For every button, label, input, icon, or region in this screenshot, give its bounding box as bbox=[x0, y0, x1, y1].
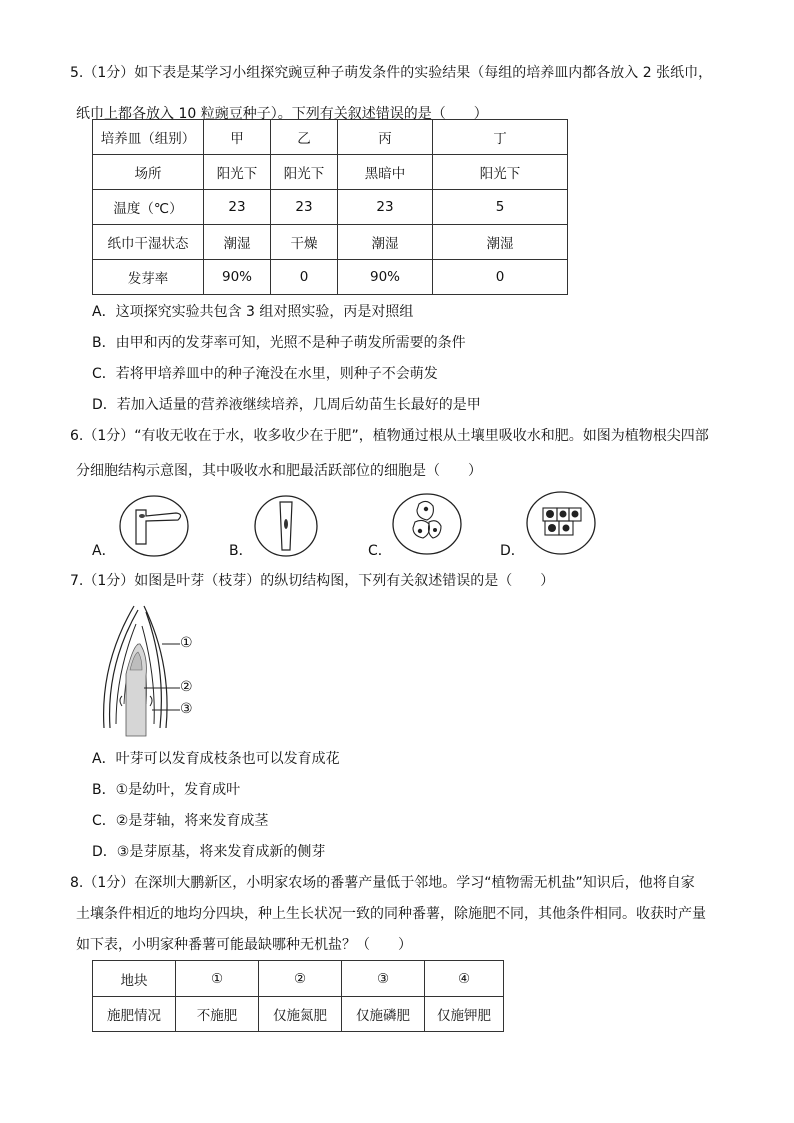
table-cell: 甲 bbox=[204, 120, 271, 155]
q8-number: 8. bbox=[70, 875, 84, 891]
q6-stem bbox=[70, 421, 726, 487]
table-cell: 仅施氮肥 bbox=[259, 997, 342, 1032]
q8-fertilizer-table bbox=[92, 960, 504, 1032]
q5-line1: 5.（1分）如下表是某学习小组探究豌豆种子萌发条件的实验结果（每组的培养皿内都各放入 2 张纸巾， bbox=[70, 65, 713, 81]
q5-option-c[interactable]: C．若将甲培养皿中的种子淹没在水里，则种子不会萌发 bbox=[92, 366, 438, 382]
table-cell: 丁 bbox=[433, 120, 568, 155]
table-cell: 仅施磷肥 bbox=[342, 997, 425, 1032]
table-cell: 培养皿（组别） bbox=[93, 120, 204, 155]
root-cap-cells-image[interactable] bbox=[525, 490, 597, 556]
table-cell: 0 bbox=[271, 260, 338, 295]
table-cell: 施肥情况 bbox=[93, 997, 176, 1032]
root-hair-cell-image[interactable] bbox=[118, 494, 190, 558]
q5-option-b[interactable]: B．由甲和丙的发芽率可知，光照不是种子萌发所需要的条件 bbox=[92, 335, 466, 351]
q8-line3: 如下表，小明家种番薯可能最缺哪种无机盐？（ ） bbox=[76, 937, 412, 953]
table-cell: 阳光下 bbox=[204, 155, 271, 190]
table-header-row bbox=[93, 120, 568, 155]
q7-line1: 7.（1分）如图是叶芽（枝芽）的纵切结构图，下列有关叙述错误的是（ ） bbox=[70, 573, 555, 589]
q6-line1: 6.（1分）“有收无收在于水，收多收少在于肥”，植物通过根从土壤里吸收水和肥。如图为植物根尖四部 bbox=[70, 428, 709, 444]
q6-line2: 分细胞结构示意图，其中吸收水和肥最活跃部位的细胞是（ ） bbox=[76, 463, 482, 479]
q5-option-a[interactable]: A．这项探究实验共包含 3 组对照实验，丙是对照组 bbox=[92, 304, 414, 320]
table-cell: 干燥 bbox=[271, 225, 338, 260]
figure-label-1: ① bbox=[180, 635, 193, 651]
q7-stem bbox=[70, 566, 726, 597]
table-row bbox=[93, 225, 568, 260]
q5-line2: 纸巾上都各放入 10 粒豌豆种子）。下列有关叙述错误的是（ ） bbox=[76, 106, 488, 122]
table-row bbox=[93, 190, 568, 225]
q7-option-b[interactable]: B．①是幼叶，发育成叶 bbox=[92, 782, 241, 798]
table-cell: 90% bbox=[204, 260, 271, 295]
table-cell: 90% bbox=[338, 260, 433, 295]
table-cell: 仅施钾肥 bbox=[425, 997, 504, 1032]
q6-option-d-label[interactable]: D． bbox=[500, 543, 525, 559]
q8-stem bbox=[70, 868, 726, 961]
table-cell: ① bbox=[176, 961, 259, 997]
table-cell: 潮湿 bbox=[338, 225, 433, 260]
q6-number: 6. bbox=[70, 428, 84, 444]
table-cell: 阳光下 bbox=[433, 155, 568, 190]
table-cell: 丙 bbox=[338, 120, 433, 155]
q5-number: 5. bbox=[70, 65, 84, 81]
meristem-cells-image[interactable] bbox=[391, 492, 463, 556]
table-cell: 温度（℃） bbox=[93, 190, 204, 225]
q7-number: 7. bbox=[70, 573, 84, 589]
table-cell: 潮湿 bbox=[204, 225, 271, 260]
table-row bbox=[93, 155, 568, 190]
q5-option-d[interactable]: D．若加入适量的营养液继续培养，几周后幼苗生长最好的是甲 bbox=[92, 397, 481, 413]
table-cell: 乙 bbox=[271, 120, 338, 155]
table-cell: 23 bbox=[338, 190, 433, 225]
table-cell: ④ bbox=[425, 961, 504, 997]
table-cell: 0 bbox=[433, 260, 568, 295]
q6-option-a-label[interactable]: A． bbox=[92, 543, 116, 559]
figure-label-2: ② bbox=[180, 679, 193, 695]
q6-option-b-label[interactable]: B． bbox=[229, 543, 253, 559]
table-cell: 阳光下 bbox=[271, 155, 338, 190]
table-header-row bbox=[93, 961, 504, 997]
elongation-cell-image[interactable] bbox=[253, 494, 319, 558]
table-cell: 场所 bbox=[93, 155, 204, 190]
table-cell: 23 bbox=[271, 190, 338, 225]
figure-label-3: ③ bbox=[180, 701, 193, 717]
q7-option-c[interactable]: C．②是芽轴，将来发育成茎 bbox=[92, 813, 269, 829]
q8-line2: 土壤条件相近的地均分四块，种上生长状况一致的同种番薯，除施肥不同，其他条件相同。收获时产量 bbox=[76, 906, 706, 922]
q5-experiment-table bbox=[92, 119, 568, 295]
q8-line1: 8.（1分）在深圳大鹏新区，小明家农场的番薯产量低于邻地。学习“植物需无机盐”知识后，他将自家 bbox=[70, 875, 695, 891]
table-cell: 黑暗中 bbox=[338, 155, 433, 190]
q6-option-c-label[interactable]: C． bbox=[368, 543, 392, 559]
table-cell: 发芽率 bbox=[93, 260, 204, 295]
table-cell: 23 bbox=[204, 190, 271, 225]
table-cell: 潮湿 bbox=[433, 225, 568, 260]
q7-option-a[interactable]: A．叶芽可以发育成枝条也可以发育成花 bbox=[92, 751, 340, 767]
table-cell: 不施肥 bbox=[176, 997, 259, 1032]
table-cell: ② bbox=[259, 961, 342, 997]
q7-option-d[interactable]: D．③是芽原基，将来发育成新的侧芽 bbox=[92, 844, 326, 860]
table-cell: ③ bbox=[342, 961, 425, 997]
table-cell: 5 bbox=[433, 190, 568, 225]
table-cell: 纸巾干湿状态 bbox=[93, 225, 204, 260]
table-cell: 地块 bbox=[93, 961, 176, 997]
table-row bbox=[93, 997, 504, 1032]
table-row bbox=[93, 260, 568, 295]
